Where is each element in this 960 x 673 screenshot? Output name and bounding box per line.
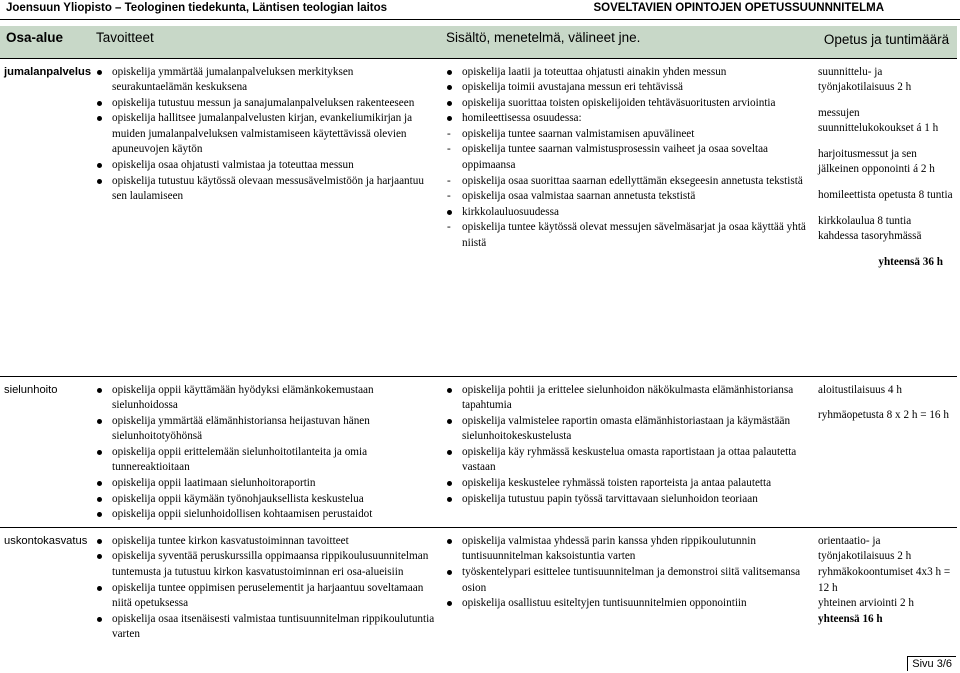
teaching-cell xyxy=(814,527,957,667)
content-item: opiskelija tutustuu papin työssä tarvittavaan sielunhoidon teoriaan xyxy=(444,492,810,508)
header-rule xyxy=(0,19,960,20)
content-cell xyxy=(440,58,814,376)
content-item: opiskelija laatii ja toteuttaa ohjatusti ainakin yhden messun xyxy=(444,65,810,81)
goals-cell xyxy=(90,58,440,376)
header-left: Joensuun Yliopisto – Teologinen tiedekunta, Läntisen teologian laitos xyxy=(6,2,388,14)
goal-item: opiskelija oppii käymään työnohjauksellista keskustelua xyxy=(94,492,436,508)
content-item: opiskelija osallistuu esiteltyjen tuntisuunnitelmien opponointiin xyxy=(444,596,810,612)
content-item: opiskelija toimii avustajana messun eri tehtävissä xyxy=(444,80,810,96)
teaching-item: kirkkolaulua 8 tuntia kahdessa tasoryhmässä xyxy=(818,214,922,243)
content-item: työskentelypari esittelee tuntisuunnitelman ja demonstroi siitä valitsemansa osion xyxy=(444,565,810,596)
curriculum-table xyxy=(0,26,957,667)
table-row xyxy=(0,527,957,667)
goal-item: opiskelija osaa itsenäisesti valmistaa tuntisuunnitelman rippikoulutuntia varten xyxy=(94,612,436,643)
goal-item: opiskelija tuntee kirkon kasvatustoiminnan tavoitteet xyxy=(94,534,436,550)
teaching-total: yhteensä 16 h xyxy=(818,612,883,625)
content-item: opiskelija suorittaa toisten opiskelijoiden tehtäväsuoritusten arviointia xyxy=(444,96,810,112)
area-cell: uskontokasvatus xyxy=(0,527,90,667)
content-subitem: - opiskelija tuntee käytössä olevat messujen sävelmäsarjat ja osaa käyttää yhtä niistä xyxy=(444,220,810,251)
goal-item: opiskelija hallitsee jumalanpalvelusten kirjan, evankeliumikirjan ja muiden jumalanpalveluksen valmistamiseen käytettävissä olevien apuneuvojen käytön xyxy=(94,111,436,158)
goal-item: opiskelija tutustuu messun ja sanajumalanpalveluksen rakenteeseen xyxy=(94,96,436,112)
header-right: SOVELTAVIEN OPINTOJEN OPETUSSUUNNNITELMA xyxy=(593,2,884,14)
content-subitem: - opiskelija osaa valmistaa saarnan annetusta tekstistä xyxy=(444,189,810,205)
teaching-item: homileettista opetusta 8 tuntia xyxy=(818,189,953,202)
goal-item: opiskelija ymmärtää jumalanpalveluksen merkityksen seurakuntaelämän keskuksena xyxy=(94,65,436,96)
goal-item: opiskelija osaa ohjatusti valmistaa ja toteuttaa messun xyxy=(94,158,436,174)
goal-item: opiskelija ymmärtää elämänhistoriansa heijastuvan hänen sielunhoitotyöhönsä xyxy=(94,414,436,445)
table-row xyxy=(0,376,957,527)
content-item: kirkkolauluosuudessa xyxy=(444,205,810,221)
area-cell: jumalanpalvelus xyxy=(4,65,92,78)
column-header-area: Osa-alue xyxy=(0,26,90,58)
teaching-item: ryhmäkokoontumiset 4x3 h = 12 h xyxy=(818,566,951,594)
teaching-item: messujen suunnittelukokoukset á 1 h xyxy=(818,106,939,135)
content-cell xyxy=(440,376,814,527)
teaching-total: yhteensä 36 h xyxy=(878,255,943,268)
page-header xyxy=(0,0,960,26)
content-item: homileettisessa osuudessa: xyxy=(444,111,810,127)
column-header-content: Sisältö, menetelmä, välineet jne. xyxy=(440,26,814,58)
table-row xyxy=(0,58,957,376)
content-item: opiskelija keskustelee ryhmässä toisten raporteista ja antaa palautetta xyxy=(444,476,810,492)
goal-item: opiskelija oppii sielunhoidollisen kohtaamisen perustaidot xyxy=(94,507,436,523)
teaching-cell xyxy=(814,58,957,376)
area-cell: sielunhoito xyxy=(0,376,90,527)
content-item: opiskelija valmistaa yhdessä parin kanssa yhden rippikoulutunnin tuntisuunnitelman kaksoistuntia varten xyxy=(444,534,810,565)
column-header-goals: Tavoitteet xyxy=(90,26,440,58)
teaching-cell xyxy=(814,376,957,527)
content-item: opiskelija käy ryhmässä keskustelua omasta raportistaan ja ottaa palautetta vastaan xyxy=(444,445,810,476)
goal-item: opiskelija oppii erittelemään sielunhoitotilanteita ja omia tunnereaktioitaan xyxy=(94,445,436,476)
page-number: Sivu 3/6 xyxy=(907,656,956,671)
column-header-teaching: Opetus ja tuntimäärä xyxy=(814,26,957,58)
goal-item: opiskelija syventää peruskurssilla oppimaansa rippikoulusuunnitelman tuntemusta ja tutustuu kirkon kasvatustoiminnan eri osa-alueisiin xyxy=(94,549,436,580)
content-subitem: - opiskelija tuntee saarnan valmistusprosessin vaiheet ja osaa soveltaa oppimaansa xyxy=(444,142,810,173)
goals-cell xyxy=(90,527,440,667)
teaching-item: yhteinen arviointi 2 h xyxy=(818,597,915,610)
content-item: opiskelija pohtii ja erittelee sielunhoidon näkökulmasta elämänhistoriansa tapahtumia xyxy=(444,383,810,414)
table-header-row xyxy=(0,26,957,58)
teaching-item: ryhmäopetusta 8 x 2 h = 16 h xyxy=(818,409,949,422)
goal-item: opiskelija oppii käyttämään hyödyksi elämänkokemustaan sielunhoidossa xyxy=(94,383,436,414)
goals-cell xyxy=(90,376,440,527)
content-item: opiskelija valmistelee raportin omasta elämänhistoriastaan ja käymästään sielunhoitokeskustelusta xyxy=(444,414,810,445)
teaching-item: suunnittelu- ja työnjakotilaisuus 2 h xyxy=(818,65,912,94)
teaching-item: harjoitusmessut ja sen jälkeinen opponointi á 2 h xyxy=(818,147,935,176)
teaching-item: orientaatio- ja työnjakotilaisuus 2 h xyxy=(818,534,912,563)
goal-item: opiskelija tutustuu käytössä olevaan messusävelmistöön ja harjaantuu sen laulamiseen xyxy=(94,174,436,205)
content-subitem: - opiskelija osaa suorittaa saarnan edellyttämän eksegeesin annetusta tekstistä xyxy=(444,174,810,190)
goal-item: opiskelija tuntee oppimisen peruselementit ja harjaantuu soveltamaan niitä opetuksessa xyxy=(94,581,436,612)
content-subitem: - opiskelija tuntee saarnan valmistamisen apuvälineet xyxy=(444,127,810,143)
content-cell xyxy=(440,527,814,667)
goal-item: opiskelija oppii laatimaan sielunhoitoraportin xyxy=(94,476,436,492)
teaching-item: aloitustilaisuus 4 h xyxy=(818,383,902,396)
